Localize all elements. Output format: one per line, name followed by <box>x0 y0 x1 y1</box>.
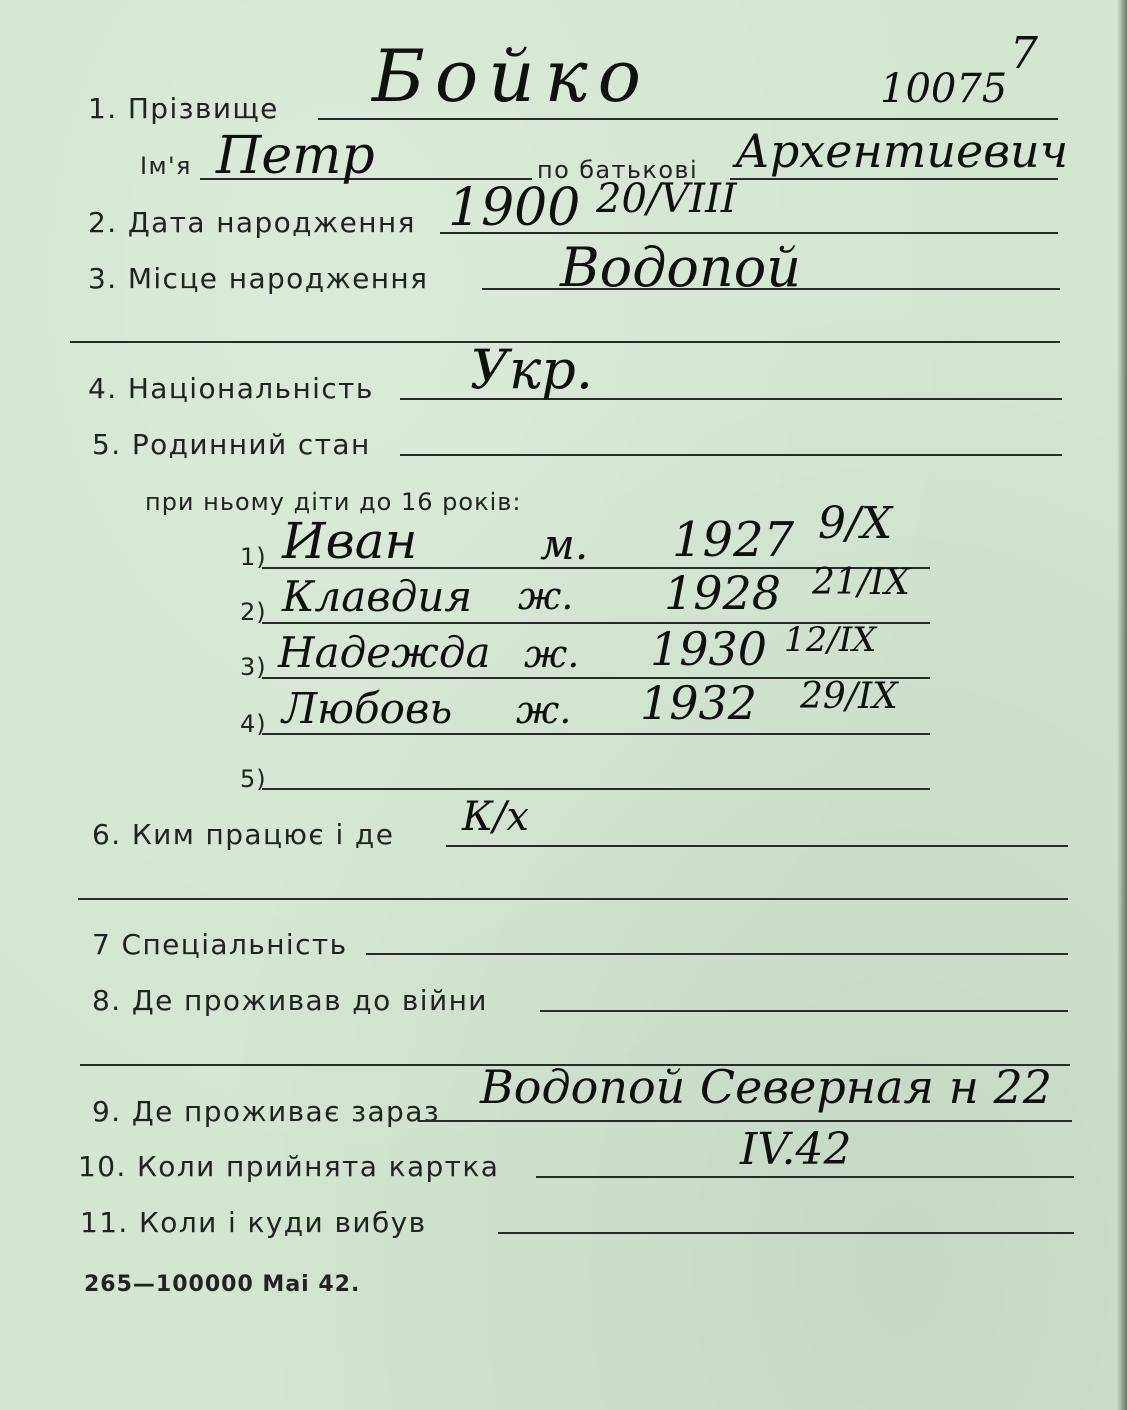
children-label: при ньому діти до 16 років: <box>145 488 522 516</box>
hw-child-2-sex: ж. <box>518 574 574 618</box>
hw-child-1-year: 1927 <box>672 512 795 568</box>
occupation-line <box>446 845 1068 847</box>
hw-surname: Бойко <box>372 34 651 118</box>
hw-child-2-year: 1928 <box>664 566 782 620</box>
hw-card-accepted: IV.42 <box>740 1124 852 1175</box>
hw-card-number: 10075 <box>880 66 1008 112</box>
occupation-label: 6. Ким працює і де <box>92 818 395 851</box>
current-residence-line <box>418 1120 1072 1122</box>
family-status-label: 5. Родинний стан <box>92 428 371 461</box>
nationality-label: 4. Національність <box>88 372 374 405</box>
print-run-footer: 265—100000 Mai 42. <box>84 1272 361 1297</box>
surname-label: 1. Прізвище <box>88 92 279 125</box>
prewar-residence-label: 8. Де проживав до війни <box>92 984 488 1017</box>
hw-child-4-name: Любовь <box>282 684 453 733</box>
hw-child-1-name: Иван <box>282 512 418 570</box>
hw-child-2-date: 21/IX <box>812 562 910 603</box>
child-number-1: 1) <box>240 543 267 571</box>
birthplace-label: 3. Місце народження <box>88 262 429 295</box>
hw-child-4-year: 1932 <box>640 676 758 730</box>
hw-child-3-name: Надежда <box>278 628 491 677</box>
departure-line <box>498 1232 1074 1234</box>
hw-first-name: Петр <box>216 126 375 186</box>
prewar-residence-line <box>540 1010 1068 1012</box>
hw-card-number-correction: 7 <box>1010 28 1038 79</box>
hw-nationality: Укр. <box>470 338 594 401</box>
hw-child-4-sex: ж. <box>516 688 572 732</box>
specialty-label: 7 Спеціальність <box>92 928 348 961</box>
child-number-2: 2) <box>240 598 267 626</box>
hw-birth-year: 1900 <box>448 178 581 238</box>
patronymic-line <box>730 178 1058 180</box>
hw-child-3-date: 12/IX <box>784 620 877 660</box>
hw-patronymic: Архентиевич <box>735 124 1069 178</box>
child-number-3: 3) <box>240 653 267 681</box>
hw-child-4-date: 29/IX <box>800 676 898 717</box>
hw-birth-day: 20/VIII <box>596 176 737 222</box>
hw-birthplace: Водопой <box>560 236 801 299</box>
card-accepted-label: 10. Коли прийнята картка <box>78 1150 500 1183</box>
child-line-5 <box>262 788 930 790</box>
patronymic-label: по батькові <box>537 156 699 184</box>
child-number-4: 4) <box>240 710 267 738</box>
hw-work: К/х <box>462 794 529 840</box>
birthdate-label: 2. Дата народження <box>88 206 416 239</box>
name-label: Ім'я <box>140 152 192 180</box>
hw-child-1-sex: м. <box>540 520 589 569</box>
occupation-line-2 <box>78 898 1068 900</box>
departure-label: 11. Коли і куди вибув <box>80 1206 427 1239</box>
child-number-5: 5) <box>240 765 267 793</box>
family-status-line <box>400 454 1062 456</box>
specialty-line <box>366 953 1068 955</box>
hw-child-3-sex: ж. <box>524 632 580 676</box>
hw-child-3-year: 1930 <box>650 622 768 676</box>
child-line-4 <box>262 733 930 735</box>
current-residence-label: 9. Де проживає зараз <box>92 1095 441 1128</box>
card-accepted-line <box>536 1176 1074 1178</box>
surname-line <box>318 118 1058 120</box>
hw-child-2-name: Клавдия <box>282 572 473 621</box>
hw-child-1-date: 9/X <box>818 498 893 549</box>
hw-current-residence: Водопой Северная н 22 <box>480 1060 1053 1114</box>
paper-edge-shadow <box>1117 0 1127 1410</box>
